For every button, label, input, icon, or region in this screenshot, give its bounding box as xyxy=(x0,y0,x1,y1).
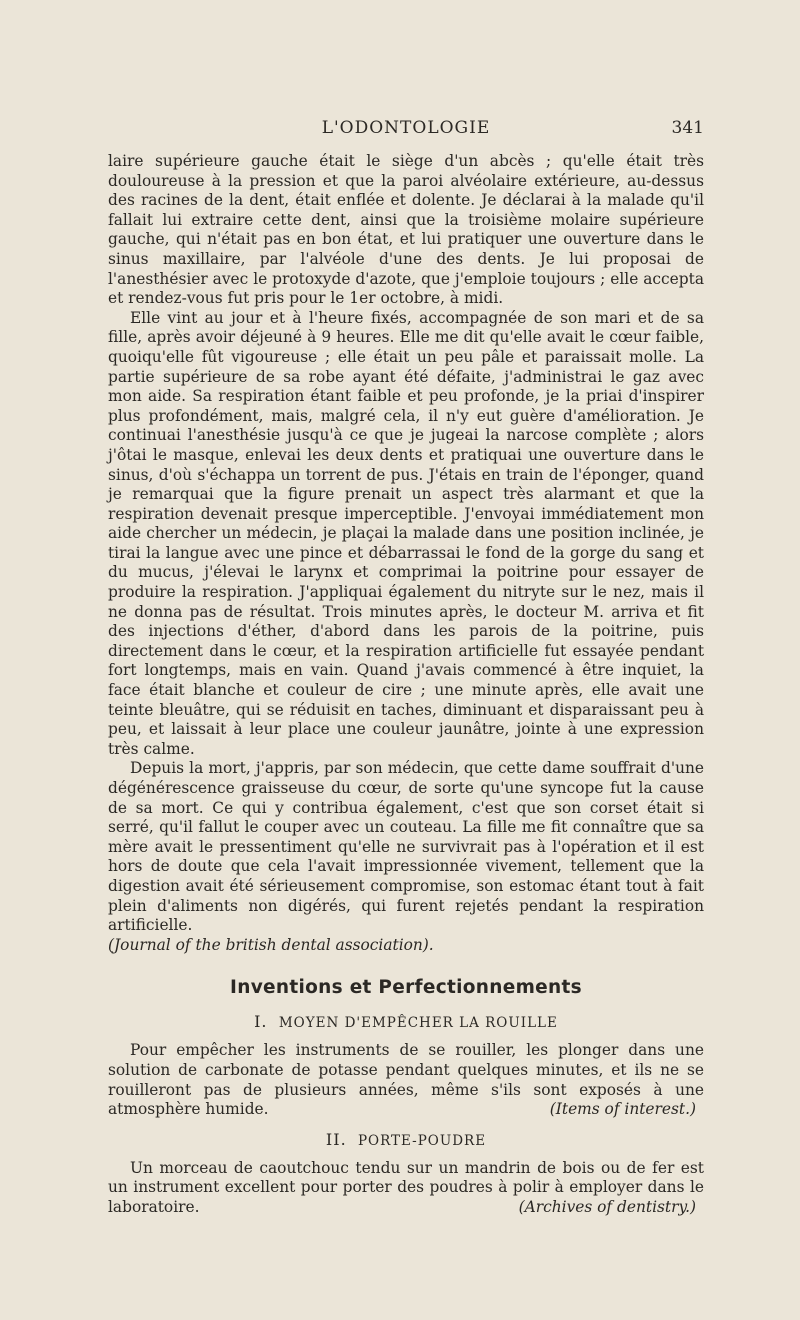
running-head xyxy=(108,118,704,152)
item-text-body: Un morceau de caoutchouc tendu sur un mandrin de bois ou de fer est un instrument excellent pour porter des poudres à polir à employer dans le laboratoire. xyxy=(108,1158,704,1216)
item-text-body: Pour empêcher les instruments de se rouiller, les plonger dans une solution de carbonate de potasse pendant quelques minutes, et ils ne se rouilleront pas de plusieurs années, même s'ils sont exposés à une atmosphère humide. xyxy=(108,1041,704,1119)
page xyxy=(108,118,704,1228)
section-item xyxy=(108,1130,704,1218)
item-title: MOYEN D'EMPÊCHER LA ROUILLE xyxy=(278,1015,558,1032)
section-item xyxy=(108,1012,704,1119)
item-heading xyxy=(108,1130,704,1149)
item-numeral: I. xyxy=(254,1012,268,1032)
item-text xyxy=(108,1041,704,1119)
article-paragraph: Elle vint au jour et à l'heure fixés, accompagnée de son mari et de sa fille, après avoir déjeuné à 9 heures. Elle me dit qu'elle avait le cœur faible, quoiqu'elle fût vigoureuse ; elle était un peu pâle et paraissait molle. La partie supérieure de sa robe ayant été défaite, j'administrai le gaz avec mon aide. Sa respiration étant faible et peu profonde, je la priai d'inspirer plus profondément, mais, malgré cela, il n'y eut guère d'amélioration. Je continuai l'anesthésie jusqu'à ce que je jugeai la narcose complète ; alors j'ôtai le masque, enlevai les deux dents et pratiquai une ouverture dans le sinus, d'où s'échappa un torrent de pus. J'étais en train de l'éponger, quand je remarquai que la figure prenait un aspect très alarmant et que la respiration devenait presque imperceptible. J'envoyai immédiatement mon aide chercher un médecin, je plaçai la malade dans une position inclinée, je tirai la langue avec une pince et débarrassai le fond de la gorge du sang et du mucus, j'élevai le larynx et comprimai la poitrine pour essayer de produire la respiration. J'appliquai également du nitryte sur le nez, mais il ne donna pas de résultat. Trois minutes après, le docteur M. arriva et fit des injections d'éther, d'abord dans les parois de la poitrine, puis directement dans le cœur, et la respiration artificielle fut essayée pendant fort longtemps, mais en vain. Quand j'avais commencé à être inquiet, la face était blanche et couleur de cire ; une minute après, elle avait une teinte bleuâtre, qui se réduisit en taches, diminuant et disparaissant peu à peu, et laissait à leur place une couleur jaunâtre, jointe à une expression très calme. xyxy=(108,308,704,758)
page-number: 341 xyxy=(671,118,704,138)
item-numeral: II. xyxy=(325,1129,347,1149)
article-paragraph: Depuis la mort, j'appris, par son médecin, que cette dame souffrait d'une dégénérescence graisseuse du cœur, de sorte qu'une syncope fut la cause de sa mort. Ce qui y contribua également, c'est que son corset était si serré, qu'il fallut le couper avec un couteau. La fille me fit connaître que sa mère avait le pressentiment qu'elle ne survivrait pas à l'opération et il est hors de doute que cela l'avait impressionnée vivement, tellement que la digestion avait été sérieusement compromise, son estomac étant tout à fait plein d'aliments non digérés, qui furent rejetés pendant la respiration artificielle. xyxy=(108,759,704,935)
section-heading: Inventions et Perfectionnements xyxy=(230,977,582,999)
item-source: (Archives of dentistry.) xyxy=(518,1197,696,1216)
item-text xyxy=(108,1159,704,1218)
article-paragraph: laire supérieure gauche était le siège d'un abcès ; qu'elle était très douloureuse à la pression et que la paroi alvéolaire extérieure, au-dessus des racines de la dent, était enflée et dolente. Je déclarai à la malade qu'il fallait lui extraire cette dent, ainsi que la troisième molaire supérieure gauche, qui n'était pas en bon état, et lui pratiquer une ouverture dans le sinus maxillaire, par l'alvéole d'une des dents. Je lui proposai de l'anesthésier avec le protoxyde d'azote, que j'emploie toujours ; elle accepta et rendez-vous fut pris pour le 1er octobre, à midi. xyxy=(108,152,704,308)
article-source: (Journal of the british dental association). xyxy=(108,935,434,954)
item-title: PORTE-POUDRE xyxy=(357,1132,487,1149)
running-title: L'ODONTOLOGIE xyxy=(321,118,491,138)
article-body xyxy=(108,152,704,955)
item-heading xyxy=(108,1012,704,1031)
item-source: (Items of interest.) xyxy=(549,1100,696,1119)
